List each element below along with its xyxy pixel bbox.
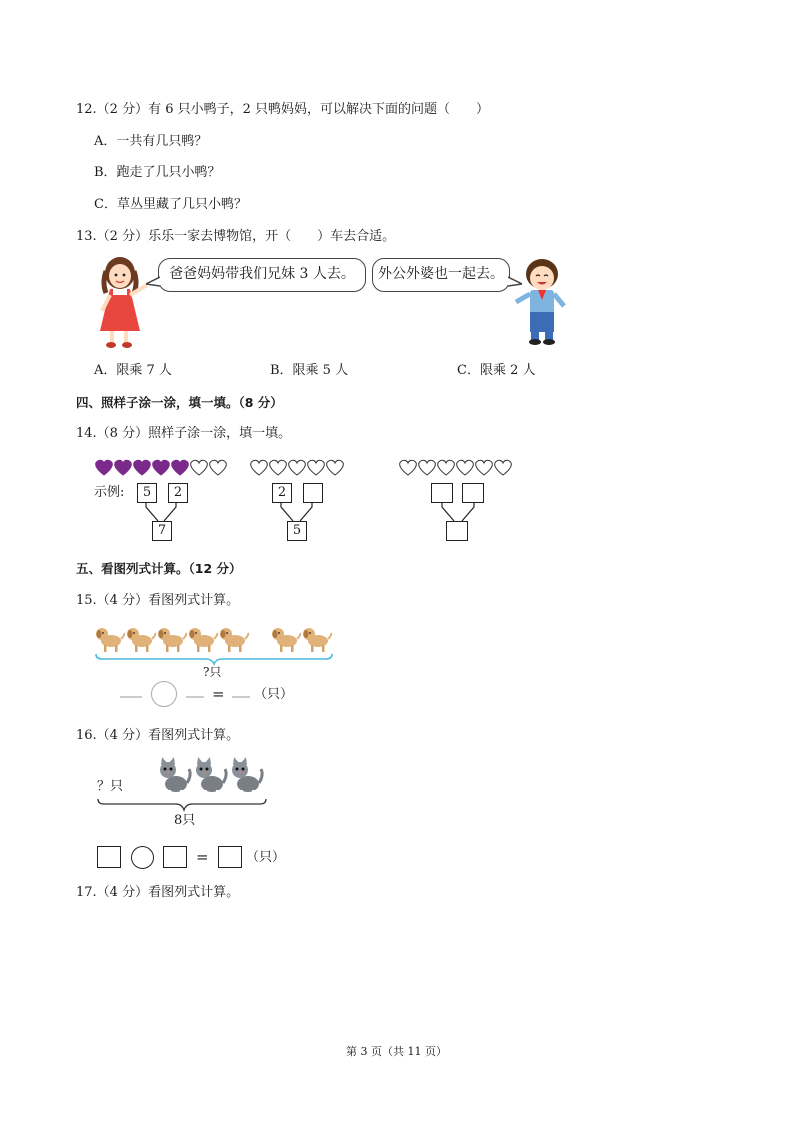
example-total: 7 bbox=[152, 521, 172, 541]
q16-question-label: ？只 bbox=[97, 779, 124, 794]
q13-option-c[interactable]: C．限乘 2 人 bbox=[457, 363, 536, 378]
dog-icon bbox=[303, 628, 331, 652]
q15-unit: （只） bbox=[254, 687, 294, 702]
heart-filled-icon bbox=[134, 460, 151, 475]
q15-blank-2[interactable] bbox=[186, 696, 204, 698]
group3-total-input[interactable] bbox=[446, 521, 468, 541]
boy-illustration bbox=[508, 254, 570, 348]
bubble-tail bbox=[146, 276, 160, 288]
q13-option-b[interactable]: B．限乘 5 人 bbox=[270, 363, 349, 378]
q15-stem: 15.（4 分）看图列式计算。 bbox=[76, 593, 240, 608]
group2-part-a: 2 bbox=[272, 483, 292, 503]
heart-outline-icon[interactable] bbox=[438, 460, 455, 475]
boy-speech-bubble bbox=[372, 258, 510, 292]
heart-outline-icon[interactable] bbox=[476, 460, 493, 475]
q16-unit: （只） bbox=[246, 850, 286, 865]
group2-part-b-input[interactable] bbox=[303, 483, 323, 503]
group3-part-a-input[interactable] bbox=[431, 483, 453, 503]
dog-icon bbox=[96, 628, 124, 652]
q16-stem: 16.（4 分）看图列式计算。 bbox=[76, 728, 240, 743]
q15-brace-label: ?只 bbox=[203, 665, 222, 679]
hearts-group2-row bbox=[249, 459, 346, 477]
q12-option-a[interactable]: A．一共有几只鸭？ bbox=[94, 134, 208, 149]
heart-outline-icon[interactable] bbox=[400, 460, 417, 475]
q16-equals: = bbox=[196, 848, 209, 866]
girl-speech-bubble bbox=[158, 258, 366, 292]
q16-brace bbox=[96, 797, 268, 813]
example-part-a: 5 bbox=[137, 483, 157, 503]
cats-row bbox=[156, 757, 268, 799]
section-4-title: 四、照样子涂一涂，填一填。（8 分） bbox=[76, 395, 283, 410]
q12-stem: 12.（2 分）有 6 只小鸭子，2 只鸭妈妈，可以解决下面的问题（ ） bbox=[76, 102, 490, 117]
q13-option-a[interactable]: A．限乘 7 人 bbox=[94, 363, 172, 378]
q17-stem: 17.（4 分）看图列式计算。 bbox=[76, 885, 240, 900]
girl-speech-text: 爸爸妈妈带我们兄妹 3 人去。 bbox=[169, 266, 355, 282]
q16-total-label: 8只 bbox=[174, 813, 196, 828]
dog-icon bbox=[220, 628, 248, 652]
cat-icon bbox=[196, 757, 226, 797]
heart-filled-icon bbox=[153, 460, 170, 475]
heart-filled-icon bbox=[96, 460, 113, 475]
cat-icon bbox=[160, 757, 190, 797]
group3-part-b-input[interactable] bbox=[462, 483, 484, 503]
heart-outline-icon[interactable] bbox=[191, 460, 208, 475]
cat-icon bbox=[232, 757, 262, 797]
q13-stem: 13.（2 分）乐乐一家去博物馆，开（ ）车去合适。 bbox=[76, 229, 396, 244]
heart-filled-icon bbox=[172, 460, 189, 475]
heart-filled-icon bbox=[115, 460, 132, 475]
heart-outline-icon[interactable] bbox=[210, 460, 227, 475]
dog-icon bbox=[158, 628, 186, 652]
page-footer: 第 3 页（共 11 页） bbox=[346, 1045, 447, 1058]
q16-operator-circle[interactable] bbox=[131, 846, 154, 869]
example-label: 示例: bbox=[94, 485, 125, 500]
q15-blank-1[interactable] bbox=[120, 696, 142, 698]
heart-outline-icon[interactable] bbox=[251, 460, 268, 475]
hearts-example-row bbox=[94, 459, 229, 477]
heart-outline-icon[interactable] bbox=[457, 460, 474, 475]
dog-icon bbox=[272, 628, 300, 652]
q15-equals: = bbox=[212, 685, 225, 703]
boy-speech-text: 外公外婆也一起去。 bbox=[378, 266, 504, 282]
example-part-b: 2 bbox=[168, 483, 188, 503]
heart-outline-icon[interactable] bbox=[495, 460, 512, 475]
q15-answer-blank[interactable] bbox=[232, 696, 250, 698]
q14-stem: 14.（8 分）照样子涂一涂，填一填。 bbox=[76, 426, 292, 441]
dog-icon bbox=[127, 628, 155, 652]
group2-total: 5 bbox=[287, 521, 307, 541]
dogs-row bbox=[96, 624, 336, 654]
heart-outline-icon[interactable] bbox=[327, 460, 344, 475]
girl-illustration bbox=[92, 253, 154, 351]
q16-answer-blank[interactable] bbox=[218, 846, 242, 868]
heart-outline-icon[interactable] bbox=[270, 460, 287, 475]
heart-outline-icon[interactable] bbox=[419, 460, 436, 475]
hearts-group3-row bbox=[398, 459, 514, 477]
dog-icon bbox=[189, 628, 217, 652]
heart-outline-icon[interactable] bbox=[308, 460, 325, 475]
q16-blank-2[interactable] bbox=[163, 846, 187, 868]
q16-blank-1[interactable] bbox=[97, 846, 121, 868]
heart-outline-icon[interactable] bbox=[289, 460, 306, 475]
section-5-title: 五、看图列式计算。（12 分） bbox=[76, 561, 242, 576]
q12-option-b[interactable]: B．跑走了几只小鸭？ bbox=[94, 165, 221, 180]
q15-operator-circle[interactable] bbox=[151, 681, 177, 707]
q12-option-c[interactable]: C．草丛里藏了几只小鸭？ bbox=[94, 197, 247, 212]
